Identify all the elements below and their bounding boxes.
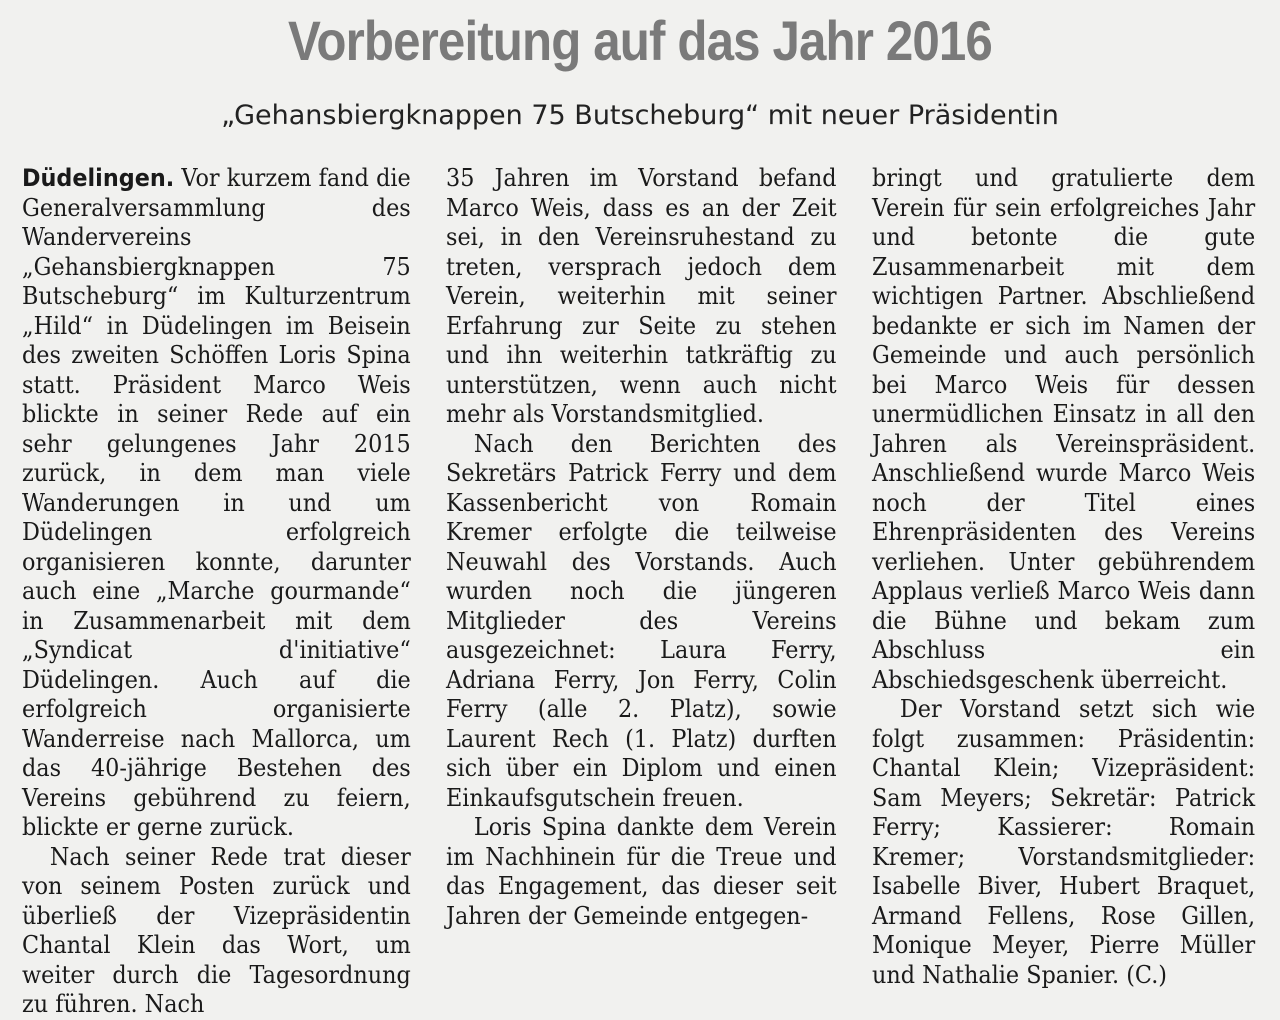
article-column-3 (872, 164, 1255, 990)
article-column-2 (446, 164, 837, 931)
paragraph-5: Loris Spina dankte dem Verein im Nachhinein für die Treue und das Engagement, das dieser seit Jahren der Gemeinde entgegen- (446, 813, 837, 930)
article-column-1 (22, 164, 411, 1020)
paragraph-7: Der Vorstand setzt sich wie folgt zusammen: Präsidentin: Chantal Klein; Vizepräsident: Sam Meyers; Sekretär: Patrick Ferry; Kassierer: Romain Kremer; Vorstandsmitglieder: Isabelle Biver, Hubert Braquet, Armand Fellens, Rose Gillen, Monique Meyer, Pierre Müller und Nathalie Spanier. (C.) (872, 695, 1256, 989)
paragraph-4: Nach den Berichten des Sekretärs Patrick Ferry und dem Kassenbericht von Romain Kremer erfolgte die teilweise Neuwahl des Vorstands. Auch wurden noch die jüngeren Mitglieder des Vereins ausgezeichnet: Laura Ferry, Adriana Ferry, Jon Ferry, Colin Ferry (alle 2. Platz), sowie Laurent Rech (1. Platz) durften sich über ein Diplom und einen Einkaufsgutschein freuen. (446, 429, 837, 812)
paragraph-6: bringt und gratulierte dem Verein für sein erfolgreiches Jahr und betonte die gute Zusammenarbeit mit dem wichtigen Partner. Abschließend bedankte er sich im Namen der Gemeinde und auch persönlich bei Marco Weis für dessen unermüdlichen Einsatz in all den Jahren als Vereinspräsident. Anschließend wurde Marco Weis noch der Titel eines Ehrenpräsidenten des Vereins verliehen. Unter gebührendem Applaus verließ Marco Weis dann die Bühne und bekam zum Abschluss ein Abschiedsgeschenk überreicht. (872, 164, 1256, 694)
article-subtitle: „Gehansbiergknappen 75 Butscheburg“ mit neuer Präsidentin (221, 100, 1059, 131)
paragraph-1-text: Vor kurzem fand die Generalversammlung des Wandervereins „Gehansbiergknappen 75 Butscheburg“ im Kulturzentrum „Hild“ in Düdelingen im Beisein des zweiten Schöffen Loris Spina statt. Präsident Marco Weis blickte in seiner Rede auf ein sehr gelungenes Jahr 2015 zurück, in dem man viele Wanderungen in und um Düdelingen erfolgreich organisieren konnte, darunter auch eine „Marche gourmande“ in Zusammenarbeit mit dem „Syndicat d'initiative“ Düdelingen. Auch auf die erfolgreich organisierte Wanderreise nach Mallorca, um das 40-jährige Bestehen des Vereins gebührend zu feiern, blickte er gerne zurück. (22, 164, 411, 841)
paragraph-2: Nach seiner Rede trat dieser von seinem Posten zurück und überließ der Vizepräsidentin Chantal Klein das Wort, um weiter durch die Tagesordnung zu führen. Nach (22, 842, 411, 1018)
dateline: Düdelingen. (22, 164, 175, 192)
paragraph-3: 35 Jahren im Vorstand befand Marco Weis, dass es an der Zeit sei, in den Vereinsruhestand zu treten, versprach jedoch dem Verein, weiterhin mit seiner Erfahrung zur Seite zu stehen und ihn weiterhin tatkräftig zu unterstützen, wenn auch nicht mehr als Vorstandsmitglied. (446, 164, 837, 428)
article-headline: Vorbereitung auf das Jahr 2016 (288, 9, 992, 72)
paragraph-1 (22, 164, 411, 843)
